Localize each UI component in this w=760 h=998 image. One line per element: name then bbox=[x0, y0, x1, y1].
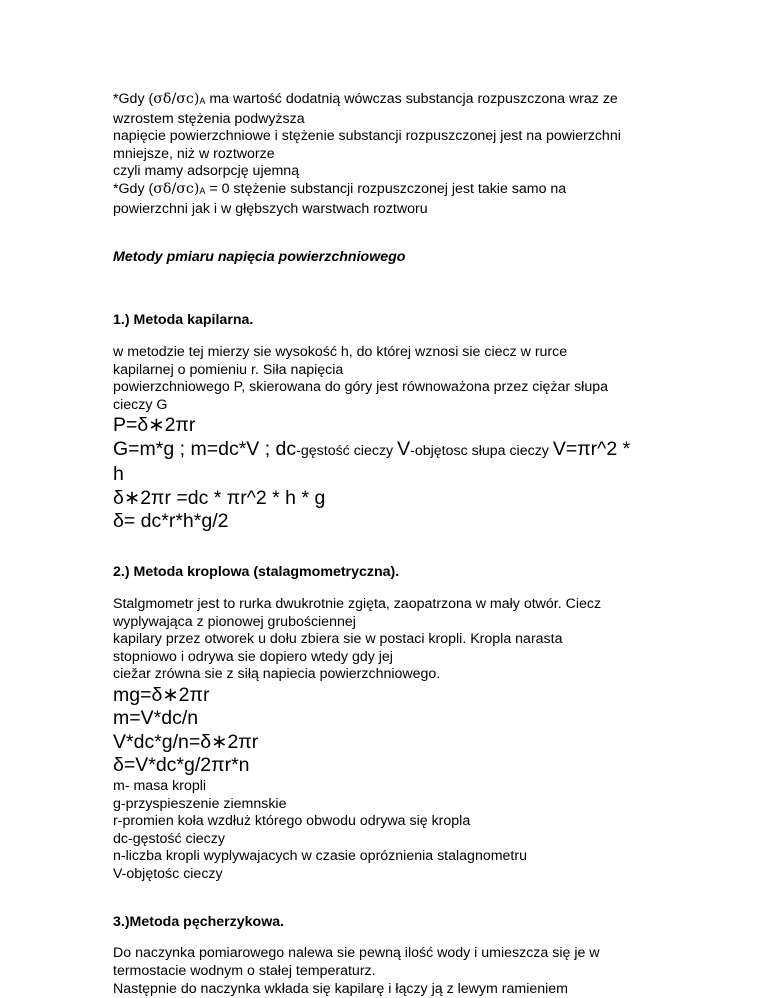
formula-delta-2: δ=V*dc*g/2πr*n bbox=[113, 754, 250, 777]
formula-g: G=m*g ; m=dc*V ; dc-gęstość cieczy V-objętosc słupa cieczy V=πr^2 * bbox=[113, 437, 631, 460]
method-3-line: Następnie do naczynka wkłada się kapilarę i łączy ją z lewym ramieniem bbox=[113, 980, 568, 997]
intro-line-2: wzrostem stężenia podwyższa bbox=[113, 110, 305, 127]
formula-g-cont: h bbox=[113, 463, 124, 486]
formula-p: P=δ∗2πr bbox=[113, 414, 196, 437]
intro-line-5: czyli mamy adsorpcję ujemną bbox=[113, 163, 300, 180]
legend-item: n-liczba kropli wyplywajacych w czasie opróznienia stalagnometru bbox=[113, 848, 527, 865]
document-page bbox=[113, 91, 658, 998]
formula-mg: mg=δ∗2πr bbox=[113, 683, 210, 706]
method-2-line: kapilary przez otworek u dołu zbiera sie w postaci kropli. Kropla narasta bbox=[113, 631, 563, 648]
legend-item: m- masa kropli bbox=[113, 777, 207, 794]
legend-item: r-promien koła wzdłuż którego obwodu odrywa się kropla bbox=[113, 813, 471, 830]
intro-block bbox=[113, 91, 658, 218]
method-2-heading: 2.) Metoda kroplowa (stalagmometryczna). bbox=[113, 564, 400, 581]
intro-line-4: mniejsze, niż w roztworze bbox=[113, 145, 275, 162]
method-3-block bbox=[113, 914, 658, 998]
formula-delta: δ= dc*r*h*g/2 bbox=[113, 510, 229, 533]
method-2-line: Stalgmometr jest to rurka dwukrotnie zgięta, zaopatrzona w mały otwór. Ciecz bbox=[113, 595, 602, 612]
intro-line-7: powierzchni jak i w głębszych warstwach roztworu bbox=[113, 200, 428, 217]
method-2-line: wyplywająca z pionowej grubościennej bbox=[113, 613, 356, 630]
method-1-block bbox=[113, 312, 658, 534]
method-1-line: kapilarnej o pomieniu r. Siła napięcia bbox=[113, 361, 344, 378]
formula-balance: δ∗2πr =dc * πr^2 * h * g bbox=[113, 486, 326, 509]
method-2-line: ciežar zrówna sie z siłą napiecia powierzchniowego. bbox=[113, 666, 441, 683]
method-2-block bbox=[113, 564, 658, 883]
method-1-heading: 1.) Metoda kapilarna. bbox=[113, 312, 254, 329]
method-2-line: stopniowo i odrywa sie dopiero wtedy gdy jej bbox=[113, 648, 393, 665]
method-3-heading: 3.)Metoda pęcherzykowa. bbox=[113, 913, 285, 930]
legend-item: g-przyspieszenie ziemnskie bbox=[113, 795, 287, 812]
method-1-line: cieczy G bbox=[113, 396, 168, 413]
intro-line-1: *Gdy (σδ/σc)A ma wartość dodatnią wówczas substancja rozpuszczona wraz ze bbox=[113, 91, 618, 107]
section-title: Metody pmiaru napięcia powierzchniowego bbox=[113, 249, 406, 266]
legend-item: V-objętośc cieczy bbox=[113, 865, 223, 882]
intro-line-3: napięcie powierzchniowe i stężenie substancji rozpuszczonej jest na powierzchni bbox=[113, 128, 621, 145]
method-3-line: termostacie wodnym o stałej temperaturz. bbox=[113, 963, 376, 980]
legend-item: dc-gęstość cieczy bbox=[113, 830, 225, 847]
formula-vdc: V*dc*g/n=δ∗2πr bbox=[113, 730, 259, 753]
intro-line-6: *Gdy (σδ/σc)A = 0 stężenie substancji rozpuszczonej jest takie samo na bbox=[113, 180, 567, 197]
method-3-line: Do naczynka pomiarowego nalewa sie pewną ilość wody i umieszcza się je w bbox=[113, 945, 600, 962]
method-1-line: w metodzie tej mierzy sie wysokość h, do której wznosi sie ciecz w rurce bbox=[113, 344, 568, 361]
formula-m: m=V*dc/n bbox=[113, 707, 199, 730]
method-1-line: powierzchniowego P, skierowana do góry jest równoważona przez ciężar słupa bbox=[113, 379, 608, 396]
